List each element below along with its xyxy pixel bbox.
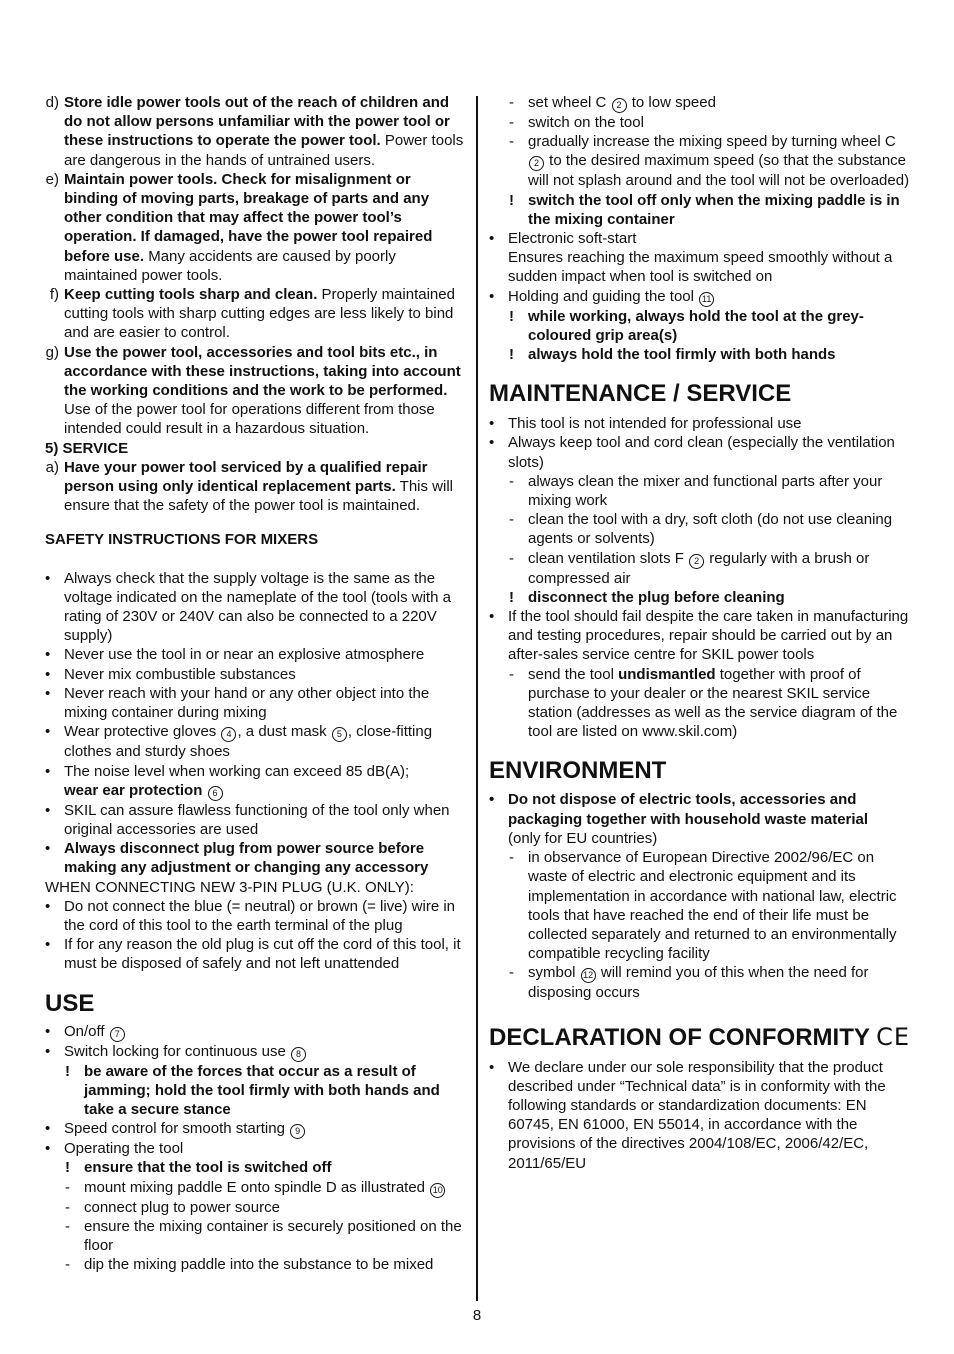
item-label: f) [49,286,59,304]
bullet: • [489,1058,495,1076]
bullet: • [489,287,495,305]
dash: - [509,472,514,490]
item-text: always clean the mixer and functional parts after your mixing work [528,472,883,510]
service-heading: 5) SERVICE [45,439,129,457]
item-text: switch on the tool [528,114,644,131]
item-text: clean the tool with a dry, soft cloth (do not use cleaning agents or solvents) [528,511,893,548]
item-text: (only for EU countries) [508,829,658,847]
dash: - [509,549,514,567]
item-text: Properly maintained cutting tools with sharp cutting edges are less likely to bind and are easier to control. [64,286,455,342]
item-text: Always keep tool and cord clean (especially the ventilation slots) [508,434,895,471]
item-text: Operating the tool [64,1140,184,1158]
ref-number: 11 [699,292,714,307]
item-text: ensure the mixing container is securely positioned on the floor [84,1217,462,1254]
use-heading: USE [45,989,95,1017]
item-text: send the tool [528,665,619,683]
bullet-item [489,790,911,848]
left-column [45,93,465,1274]
ref-number: 2 [529,156,544,171]
item-bold-text: disconnect the plug before cleaning [528,588,785,606]
bullet: • [45,665,51,683]
item-text: together with proof of purchase to your dealer or the nearest SKIL service station (addresses as well as the service diagram of the tool are listed on www.skil.com) [528,665,898,741]
item-text: On/off [64,1022,105,1040]
dash-item [489,549,911,588]
warning-item [45,1158,465,1177]
item-text: set wheel C [528,94,607,111]
warning-mark: ! [509,588,514,606]
dash-item [489,510,911,548]
list-item [45,343,465,439]
bullet: • [489,608,495,626]
list-item [45,93,465,170]
dash: - [509,133,514,151]
declaration-title: DECLARATION OF CONFORMITY [489,1023,870,1051]
item-text: regularly with a brush or compressed air [528,549,870,587]
item-text: This will ensure that the safety of the power tool is maintained. [64,478,453,515]
dash: - [509,511,514,529]
page-number: 8 [472,1307,482,1324]
item-text: in observance of European Directive 2002/96/EC on waste of electric and electronic equipment and its implementation in accordance with national law, electric tools that have reached the end of their life must be collected separately and returned to an environmentally compatible recycling facility [528,849,897,963]
dash-item [45,1178,465,1198]
bullet-item [45,1042,465,1062]
warning-mark: ! [509,191,514,209]
ref-number: 6 [208,786,223,801]
item-text: , close-fitting clothes and sturdy shoes [64,723,433,761]
warning-item [45,1062,465,1120]
bullet-item [45,801,465,839]
dash-item [489,472,911,510]
bullet-item [45,684,465,722]
dash: - [65,1217,70,1235]
item-bold-text: ensure that the tool is switched off [84,1159,332,1177]
maintenance-heading: MAINTENANCE / SERVICE [489,380,792,408]
bullet-item [45,722,465,761]
bullet: • [45,646,51,664]
item-text: connect plug to power source [84,1198,280,1216]
dash: - [65,1198,70,1216]
item-text: Wear protective gloves [64,723,217,741]
dash-item [489,963,911,1002]
item-bold-text: Maintain power tools. Check for misalignment or binding of moving parts, breakage of parts and any other condition that may affect the power tool’s operation. If damaged, have the power tool repaired before use. [64,170,433,265]
item-bold-text: Have your power tool serviced by a qualified repair person using only identical replacement parts. [64,458,428,496]
bullet-item [45,665,465,684]
dash: - [509,849,514,867]
dash: - [65,1256,70,1274]
dash: - [509,964,514,982]
bullet-item [45,762,465,801]
item-text: Many accidents are caused by poorly maintained power tools. [64,247,396,284]
item-text: Holding and guiding the tool [508,287,694,305]
ref-number: 12 [581,968,596,983]
item-bold-text: always hold the tool firmly with both hands [528,346,836,364]
bullet: • [45,723,51,741]
item-text: Electronic soft-start [508,230,637,248]
item-bold-text: Keep cutting tools sharp and clean. [64,286,318,304]
declaration-heading [489,1023,911,1052]
bullet: • [45,840,51,858]
item-label: a) [45,458,59,476]
dash: - [65,1178,70,1196]
warning-item [489,588,911,607]
item-text: clean ventilation slots F [528,549,684,567]
item-text: mount mixing paddle E onto spindle D as illustrated [84,1178,426,1196]
uk-plug-heading: WHEN CONNECTING NEW 3-PIN PLUG (U.K. ONLY): [45,878,414,896]
ref-number: 4 [221,727,236,742]
item-text: Switch locking for continuous use [64,1042,286,1060]
column-divider [476,96,478,1301]
environment-heading: ENVIRONMENT [489,757,667,785]
item-text: dip the mixing paddle into the substance to be mixed [84,1256,434,1274]
bullet: • [45,569,51,587]
bullet: • [45,936,51,954]
dash-item [489,665,911,742]
bullet: • [45,1120,51,1138]
item-bold-text: switch the tool off only when the mixing paddle is in the mixing container [528,191,900,228]
dash: - [509,665,514,683]
item-label: e) [45,170,59,188]
dash-item [489,113,911,132]
item-text: Always check that the supply voltage is the same as the voltage indicated on the nameplate of the tool (tools with a rating of 230V or 240V can also be connected to a 220V supply) [64,569,451,645]
item-text: Do not connect the blue (= neutral) or brown (= live) wire in the cord of this tool to the earth terminal of the plug [64,897,456,934]
right-column [489,93,911,1173]
item-bold-text: wear ear protection [64,781,203,799]
item-text: Never use the tool in or near an explosive atmosphere [64,646,425,664]
dash-item [489,132,911,190]
item-text: , a dust mask [237,723,327,741]
bullet-item [45,1022,465,1042]
bullet: • [45,762,51,780]
bullet: • [489,415,495,433]
item-bold-text: undismantled [618,665,716,683]
bullet-item [489,229,911,287]
bullet-item [45,935,465,973]
item-text: The noise level when working can exceed 85 dB(A); [64,762,410,780]
item-text: symbol [528,964,576,982]
bullet: • [45,684,51,702]
dash-item [45,1198,465,1217]
item-text: If the tool should fail despite the care taken in manufacturing and testing procedures, repair should be carried out by an after-sales service centre for SKIL power tools [508,608,909,664]
dash-item [489,848,911,963]
ref-number: 10 [430,1183,445,1198]
ce-mark-icon: CE [876,1022,911,1051]
bullet-item [45,569,465,646]
bullet: • [45,897,51,915]
bullet-item [45,1139,465,1158]
item-text: will remind you of this when the need for disposing occurs [528,964,869,1002]
item-text: Use of the power tool for operations different from those intended could result in a hazardous situation. [64,401,435,438]
list-item [45,285,465,343]
item-label: g) [45,343,59,361]
bullet: • [45,801,51,819]
bullet: • [45,1042,51,1060]
item-text: Power tools are dangerous in the hands of untrained users. [64,132,464,169]
item-text: If for any reason the old plug is cut off the cord of this tool, it must be disposed of safely and not left unattended [64,936,461,973]
bullet: • [489,230,495,248]
bullet-item [489,287,911,307]
item-text: Ensures reaching the maximum speed smoothly without a sudden impact when tool is switched on [508,249,893,286]
bullet-item [489,433,911,471]
item-text: Speed control for smooth starting [64,1120,285,1138]
bullet-item [489,607,911,665]
item-bold-text: Use the power tool, accessories and tool bits etc., in accordance with these instructions, taking into account the working conditions and the work to be performed. [64,343,461,400]
warning-mark: ! [509,307,514,325]
bullet-item [45,645,465,664]
ref-number: 8 [291,1047,306,1062]
bullet-item [45,1119,465,1139]
mixers-heading: SAFETY INSTRUCTIONS FOR MIXERS [45,531,319,549]
bullet: • [489,791,495,809]
bullet-item [489,1058,911,1173]
item-text: Never reach with your hand or any other object into the mixing container during mixing [64,684,430,722]
warning-item [489,345,911,364]
bullet: • [489,434,495,452]
bullet-item [45,897,465,935]
item-text: gradually increase the mixing speed by turning wheel C [528,133,896,151]
ref-number: 2 [612,98,627,113]
warning-item [489,307,911,345]
item-bold-text: Do not dispose of electric tools, accessories and packaging together with household waste material [508,791,869,828]
ref-number: 7 [110,1027,125,1042]
item-text: Never mix combustible substances [64,665,296,683]
item-label: d) [45,94,59,111]
item-text: to low speed [627,94,716,111]
item-text: to the desired maximum speed (so that the substance will not splash around and the tool will not be overloaded) [528,152,910,190]
dash-item [45,1217,465,1255]
warning-mark: ! [65,1062,70,1080]
dash-item [489,93,911,113]
bullet-item [489,414,911,433]
warning-item [489,191,911,229]
ref-number: 9 [290,1124,305,1139]
item-bold-text: while working, always hold the tool at the grey-coloured grip area(s) [528,307,864,344]
dash-item [45,1255,465,1274]
dash: - [509,114,514,131]
item-bold-text: Always disconnect plug from power source before making any adjustment or changing any accessory [64,840,429,877]
dash: - [509,94,514,111]
item-bold-text: Store idle power tools out of the reach of children and do not allow persons unfamiliar with the power tool or these instructions to operate the power tool. [64,94,450,150]
list-item [45,458,465,516]
warning-mark: ! [65,1159,70,1177]
ref-number: 5 [332,727,347,742]
list-item [45,170,465,285]
item-text: We declare under our sole responsibility that the product described under “Technical data” is in conformity with the following standards or standardization documents: EN 60745, EN 61000, EN 55014, in accordance with the provisions of the directives 2004/108/EC, 2006/42/EC, 2011/65/EU [508,1058,886,1172]
item-text: SKIL can assure flawless functioning of the tool only when original accessories are used [64,801,450,838]
item-bold-text: be aware of the forces that occur as a result of jamming; hold the tool firmly with both hands and take a secure stance [84,1062,440,1118]
warning-mark: ! [509,346,514,364]
bullet-item [45,839,465,877]
item-text: This tool is not intended for professional use [508,415,802,433]
bullet: • [45,1140,51,1158]
bullet: • [45,1022,51,1040]
ref-number: 2 [689,554,704,569]
